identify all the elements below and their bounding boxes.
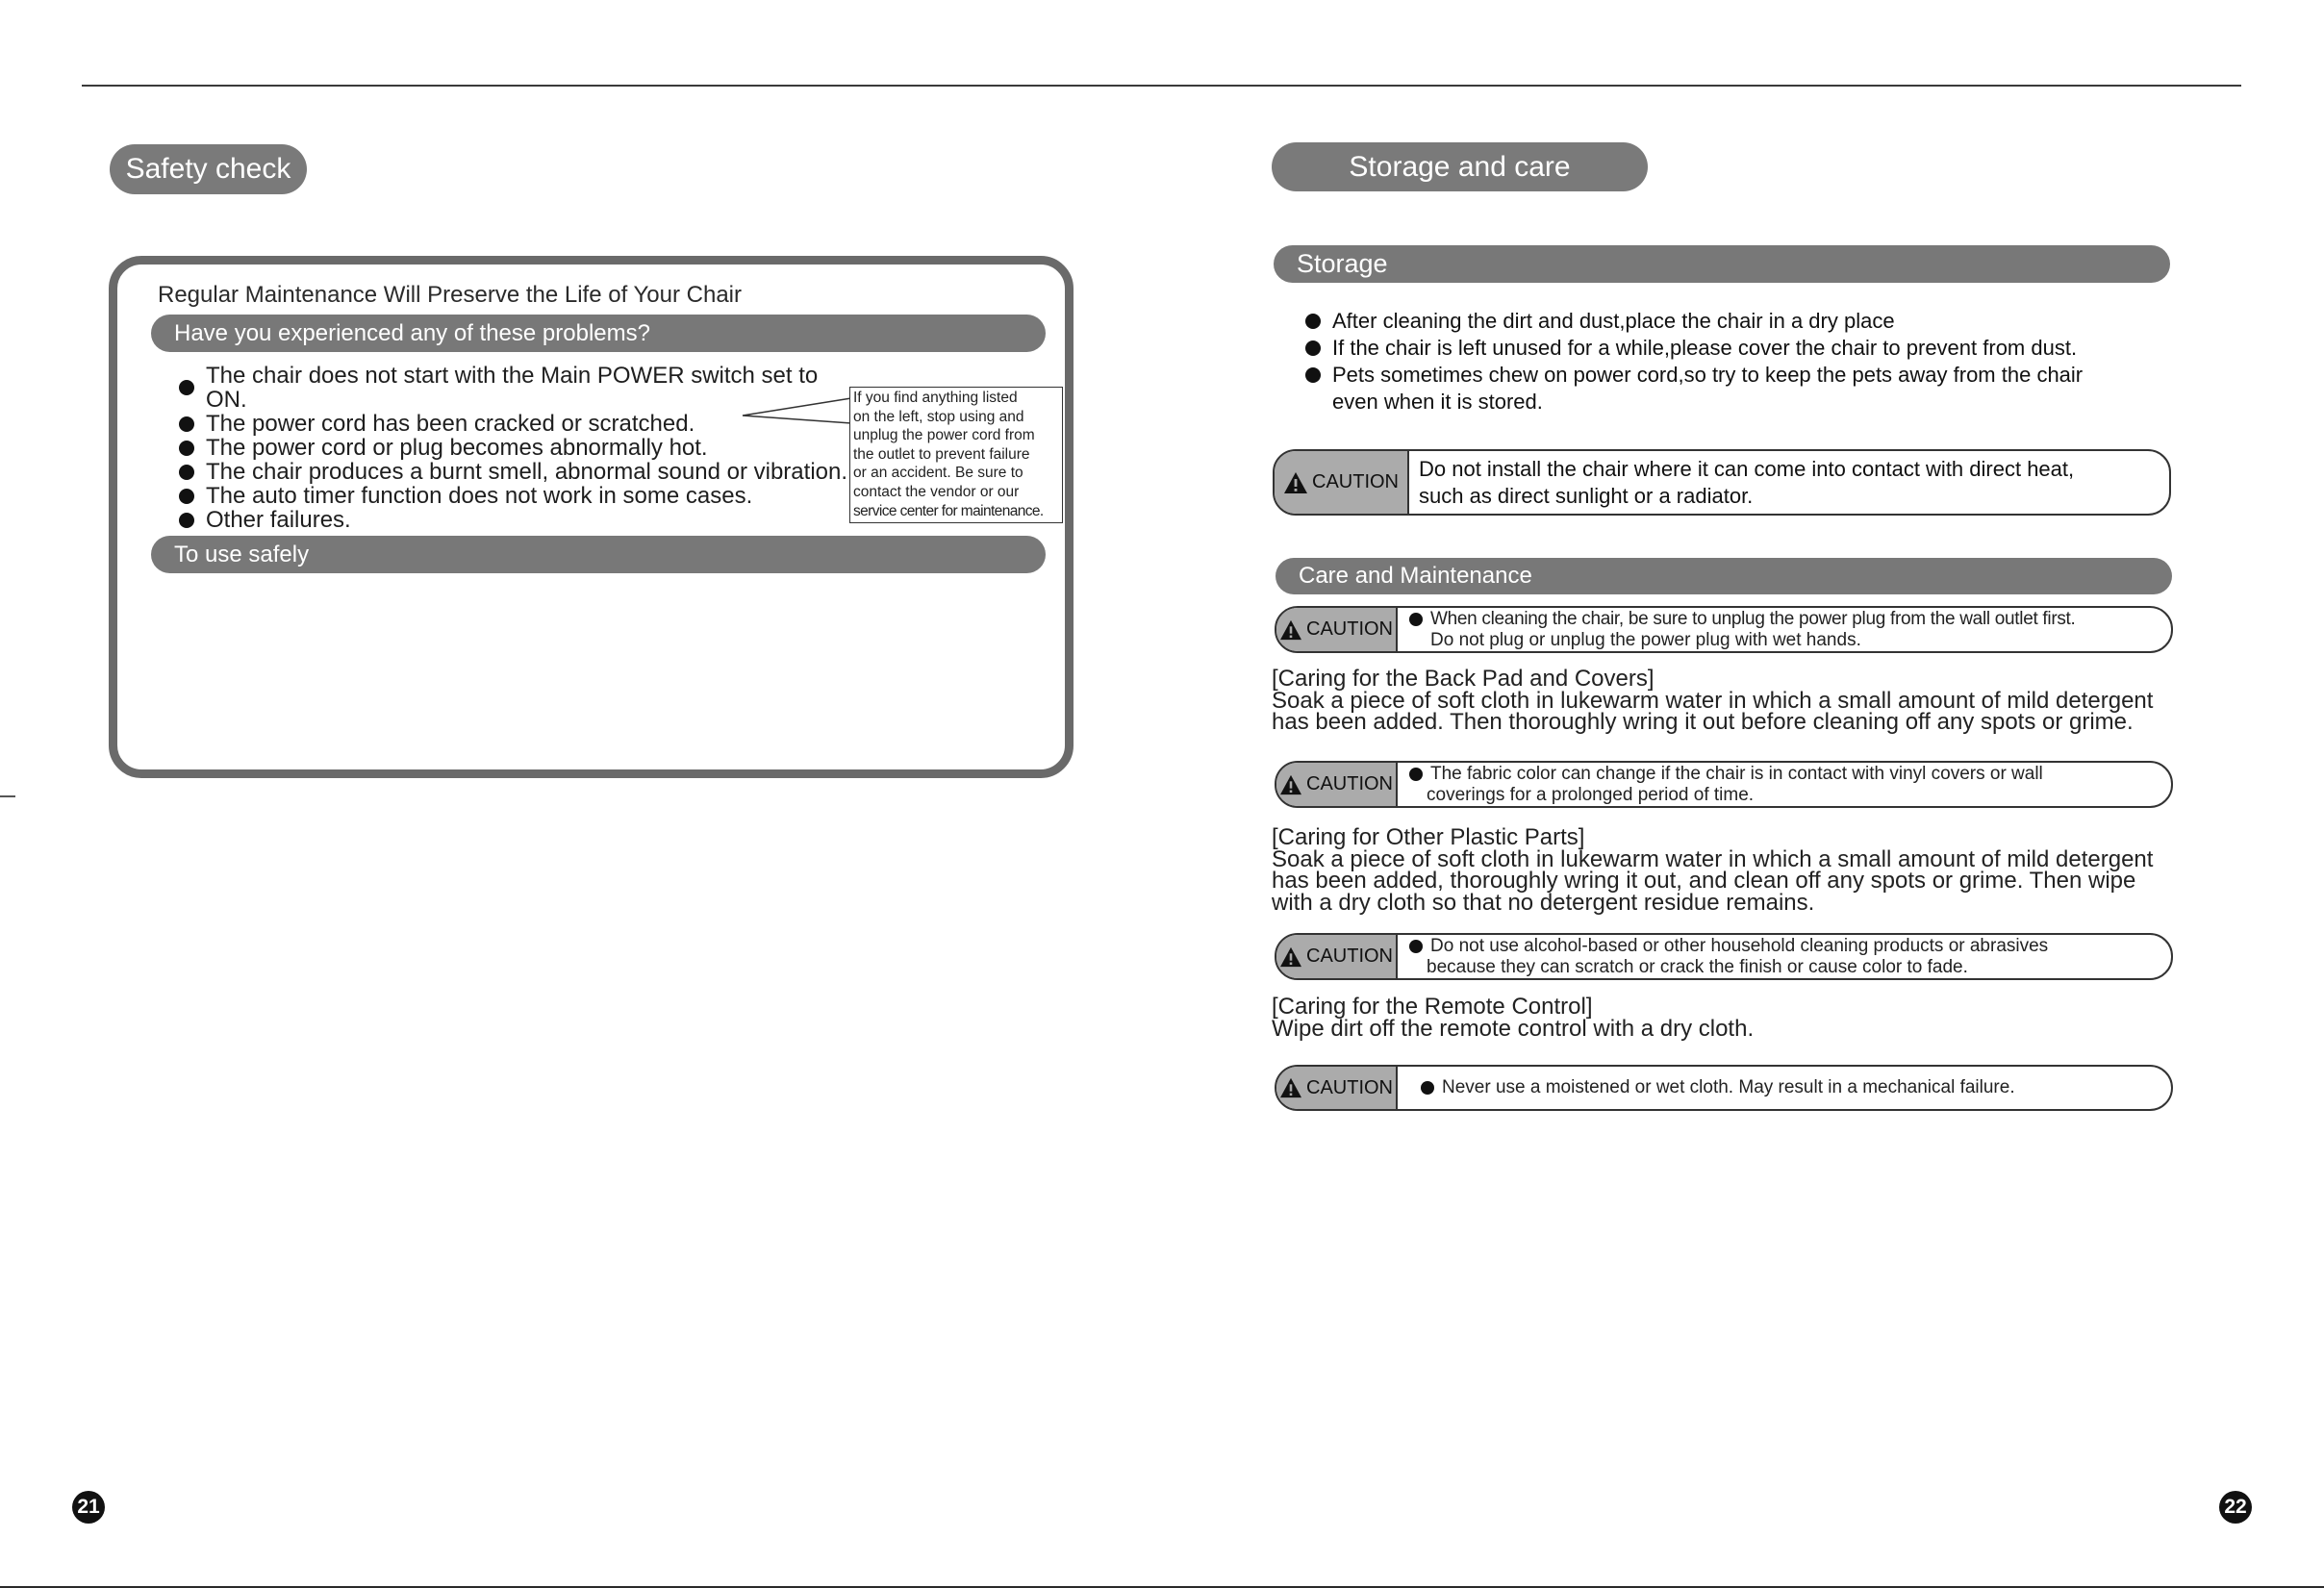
warning-icon <box>1279 619 1302 641</box>
section-heading: [Caring for the Back Pad and Covers] <box>1272 666 1655 692</box>
caution-line: Do not plug or unplug the power plug with wet hands. <box>1430 629 1861 650</box>
caution-label: CAUTION <box>1312 471 1399 492</box>
caution-tag <box>1276 935 1398 978</box>
caution-text <box>1398 608 2076 651</box>
note-line: the outlet to prevent failure <box>853 445 1030 463</box>
wet-cloth-caution-box <box>1275 1065 2173 1111</box>
warning-icon <box>1279 1077 1302 1098</box>
problems-heading: Have you experienced any of these problems? <box>151 315 1046 352</box>
section-line: has been added. Then thoroughly wring it out before cleaning off any spots or grime. <box>1272 709 2134 735</box>
plastic-parts-section <box>1272 824 2185 916</box>
list-item: Other failures. <box>179 508 852 532</box>
section-line: with a dry cloth so that no detergent residue remains. <box>1272 889 1815 916</box>
list-item: The power cord has been cracked or scratched. <box>179 412 852 436</box>
section-line: Soak a piece of soft cloth in lukewarm water in which a small amount of mild detergent <box>1272 845 2154 872</box>
caution-line: Never use a moistened or wet cloth. May result in a mechanical failure. <box>1419 1077 2015 1098</box>
caution-line: The fabric color can change if the chair is in contact with vinyl covers or wall <box>1407 764 2043 785</box>
fabric-caution-box <box>1275 761 2173 808</box>
section-line: Soak a piece of soft cloth in lukewarm water in which a small amount of mild detergent <box>1272 687 2154 714</box>
callout-pointer <box>741 396 852 431</box>
back-pad-section <box>1272 668 2176 734</box>
note-line: contact the vendor or our <box>853 483 1020 500</box>
page-number-21: 21 <box>72 1491 105 1524</box>
caution-text <box>1398 1067 2015 1109</box>
care-heading: Care and Maintenance <box>1276 558 2172 594</box>
unplug-caution-box <box>1275 606 2173 653</box>
margin-tick <box>0 795 15 797</box>
caution-tag <box>1276 1067 1398 1109</box>
caution-tag <box>1275 451 1409 514</box>
caution-line: such as direct sunlight or a radiator. <box>1419 483 1754 508</box>
caution-tag <box>1276 608 1398 651</box>
list-item: The auto timer function does not work in some cases. <box>179 484 852 508</box>
note-line: unplug the power cord from <box>853 427 1035 444</box>
section-line: has been added, thoroughly wring it out, and clean off any spots or grime. Then wipe <box>1272 868 2136 894</box>
caution-tag <box>1276 763 1398 806</box>
list-item: The chair produces a burnt smell, abnormal sound or vibration. <box>179 460 852 484</box>
warning-icon <box>1279 946 1302 968</box>
cleaning-products-caution-box <box>1275 933 2173 980</box>
storage-and-care-title: Storage and care <box>1272 142 1648 191</box>
caution-label: CAUTION <box>1306 1076 1393 1098</box>
use-safely-heading: To use safely <box>151 536 1046 573</box>
page-number-22: 22 <box>2219 1491 2252 1524</box>
list-item: The power cord or plug becomes abnormally hot. <box>179 436 852 460</box>
list-item: Pets sometimes chew on power cord,so try to keep the pets away from the chair <box>1305 362 2171 389</box>
caution-label: CAUTION <box>1306 618 1393 640</box>
remote-control-section <box>1272 996 2176 1040</box>
storage-heading: Storage <box>1274 245 2170 283</box>
caution-text <box>1398 763 2043 806</box>
note-line: or an accident. Be sure to <box>853 465 1023 482</box>
list-item: The chair does not start with the Main POWER switch set to ON. <box>179 364 852 412</box>
maintenance-lead: Regular Maintenance Will Preserve the Life of Your Chair <box>158 282 742 308</box>
list-item: After cleaning the dirt and dust,place the chair in a dry place <box>1305 308 2171 335</box>
caution-line: because they can scratch or crack the finish or cause color to fade. <box>1427 956 1968 977</box>
list-item: If the chair is left unused for a while,please cover the chair to prevent from dust. <box>1305 335 2171 362</box>
caution-text <box>1409 451 2074 514</box>
warning-icon <box>1279 774 1302 795</box>
caution-label: CAUTION <box>1306 773 1393 794</box>
callout-note <box>849 387 1063 523</box>
caution-list <box>1407 609 2076 651</box>
note-line: on the left, stop using and <box>853 408 1024 425</box>
caution-line: Do not use alcohol-based or other household cleaning products or abrasives <box>1407 936 2048 957</box>
note-line: If you find anything listed <box>853 390 1018 406</box>
warning-icon <box>1283 471 1308 494</box>
section-heading: [Caring for Other Plastic Parts] <box>1272 824 1585 850</box>
storage-list <box>1305 308 2171 416</box>
caution-line: coverings for a prolonged period of time. <box>1427 784 1755 805</box>
caution-list <box>1407 764 2043 806</box>
storage-caution-box <box>1273 449 2171 516</box>
caution-list <box>1419 1077 2015 1098</box>
section-line: Wipe dirt off the remote control with a dry cloth. <box>1272 1015 1755 1042</box>
list-item-continuation: even when it is stored. <box>1332 390 1543 414</box>
safety-check-title: Safety check <box>110 144 307 194</box>
caution-label: CAUTION <box>1306 945 1393 967</box>
caution-list <box>1407 936 2048 978</box>
note-line: service center for maintenance. <box>853 502 1044 519</box>
section-heading: [Caring for the Remote Control] <box>1272 994 1593 1020</box>
caution-line: Do not install the chair where it can come into contact with direct heat, <box>1419 456 2075 481</box>
problems-list <box>179 364 852 532</box>
caution-line: When cleaning the chair, be sure to unplug the power plug from the wall outlet first. <box>1407 609 2076 630</box>
top-rule <box>82 85 2241 87</box>
caution-text <box>1398 935 2048 978</box>
